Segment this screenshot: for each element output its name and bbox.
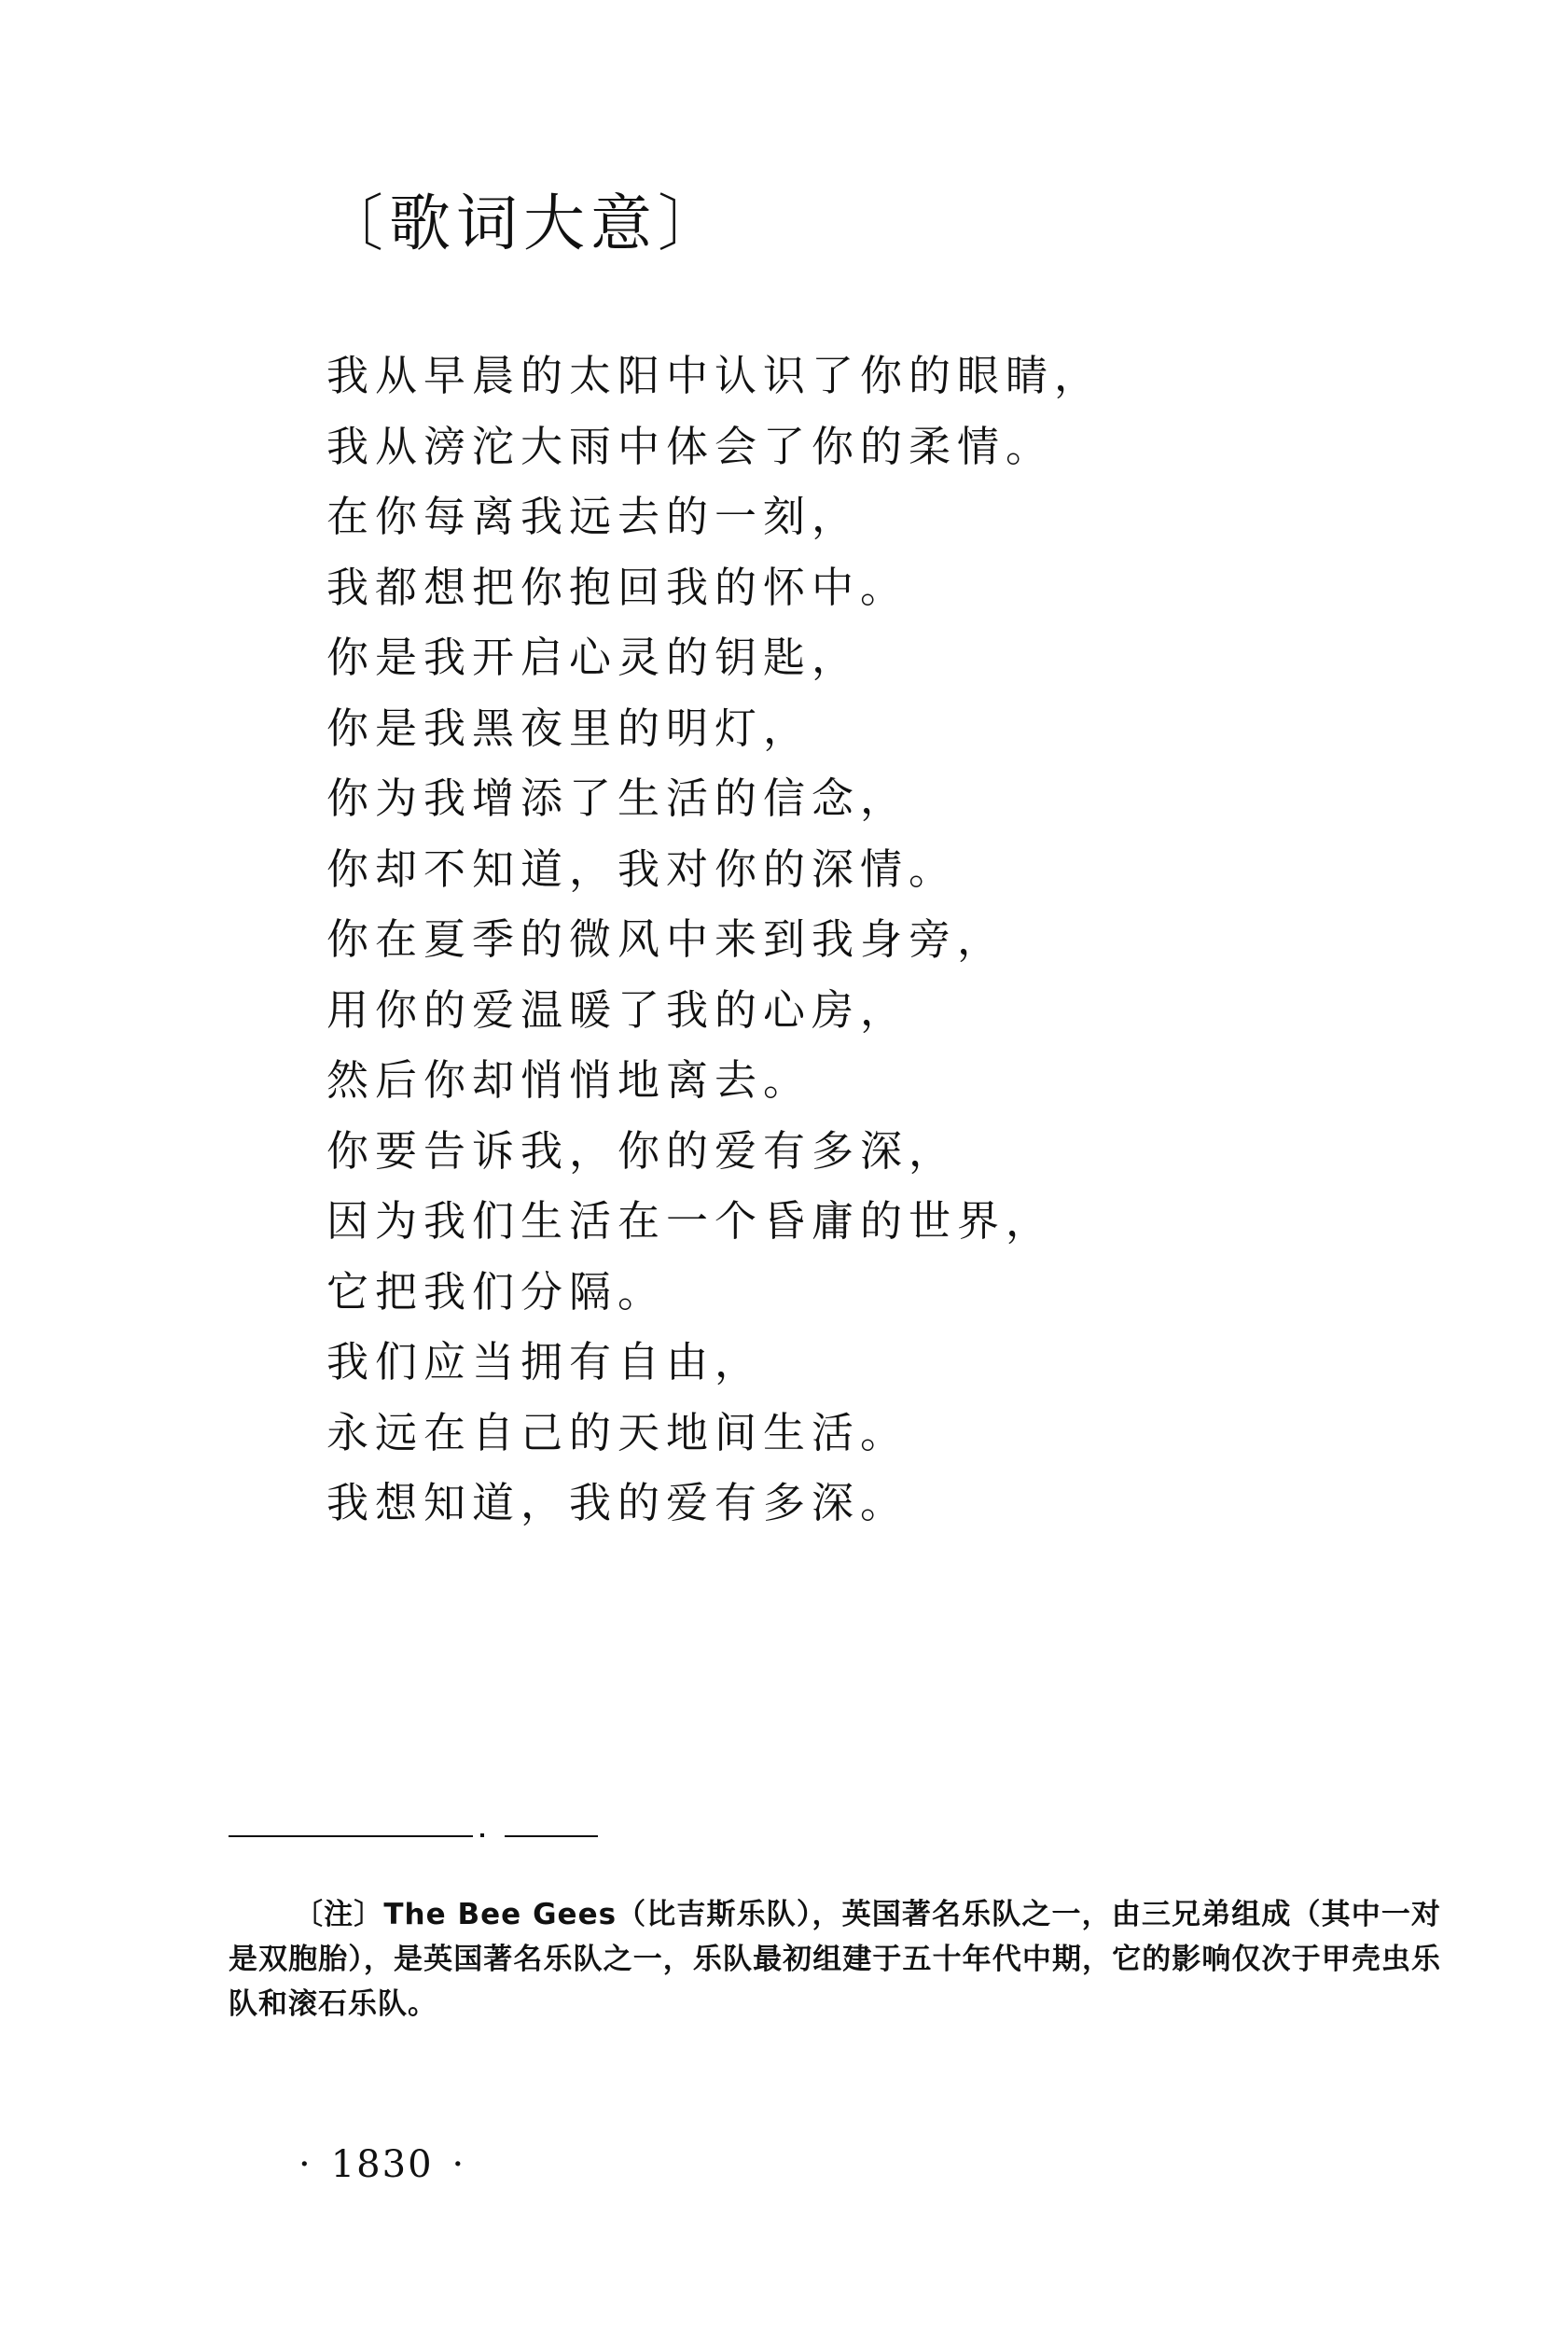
lyric-line: 你为我增添了生活的信念， [326, 773, 909, 823]
lyric-line: 我从早晨的太阳中认识了你的眼睛， [326, 351, 1103, 400]
divider-line [229, 1835, 473, 1837]
lyric-line: 我都想把你抱回我的怀中。 [326, 562, 909, 612]
page-number [280, 2137, 484, 2193]
divider-line [505, 1835, 598, 1837]
lyric-line: 永远在自己的天地间生活。 [326, 1407, 909, 1457]
lyric-line: 它把我们分隔。 [326, 1266, 667, 1317]
section-title: 〔歌词大意〕 [322, 188, 725, 259]
lyric-line: 我从滂沱大雨中体会了你的柔情。 [326, 421, 1055, 471]
footnote: 〔注〕The Bee Gees（比吉斯乐队），英国著名乐队之一，由三兄弟组成（其中一对是双胞胎），是英国著名乐队之一，乐队最初组建于五十年代中期，它的影响仅次于甲壳虫乐队和滚石乐队。 [229, 1898, 1441, 2021]
lyrics-list [326, 341, 1103, 1539]
lyric-line: 然后你却悄悄地离去。 [326, 1055, 812, 1105]
lyric-line: 你是我开启心灵的钥匙， [326, 633, 861, 682]
lyric-line: 我想知道，我的爱有多深。 [326, 1478, 909, 1527]
lyric-line: 你却不知道，我对你的深情。 [326, 843, 958, 894]
page-number-left-mark: · [298, 2143, 312, 2186]
lyric-line: 我们应当拥有自由， [326, 1337, 764, 1386]
page-number-value: 1830 [330, 2143, 434, 2186]
lyric-line: 你是我黑夜里的明灯， [326, 703, 812, 753]
lyric-line: 你在夏季的微风中来到我身旁， [326, 914, 1006, 964]
lyric-line: 因为我们生活在一个昏庸的世界， [326, 1196, 1055, 1246]
lyric-line: 用你的爱温暖了我的心房， [326, 984, 909, 1035]
lyric-line: 你要告诉我，你的爱有多深， [326, 1125, 958, 1176]
page-number-right-mark: · [451, 2143, 466, 2186]
divider-dot [480, 1833, 484, 1837]
lyric-line: 在你每离我远去的一刻， [326, 492, 861, 541]
